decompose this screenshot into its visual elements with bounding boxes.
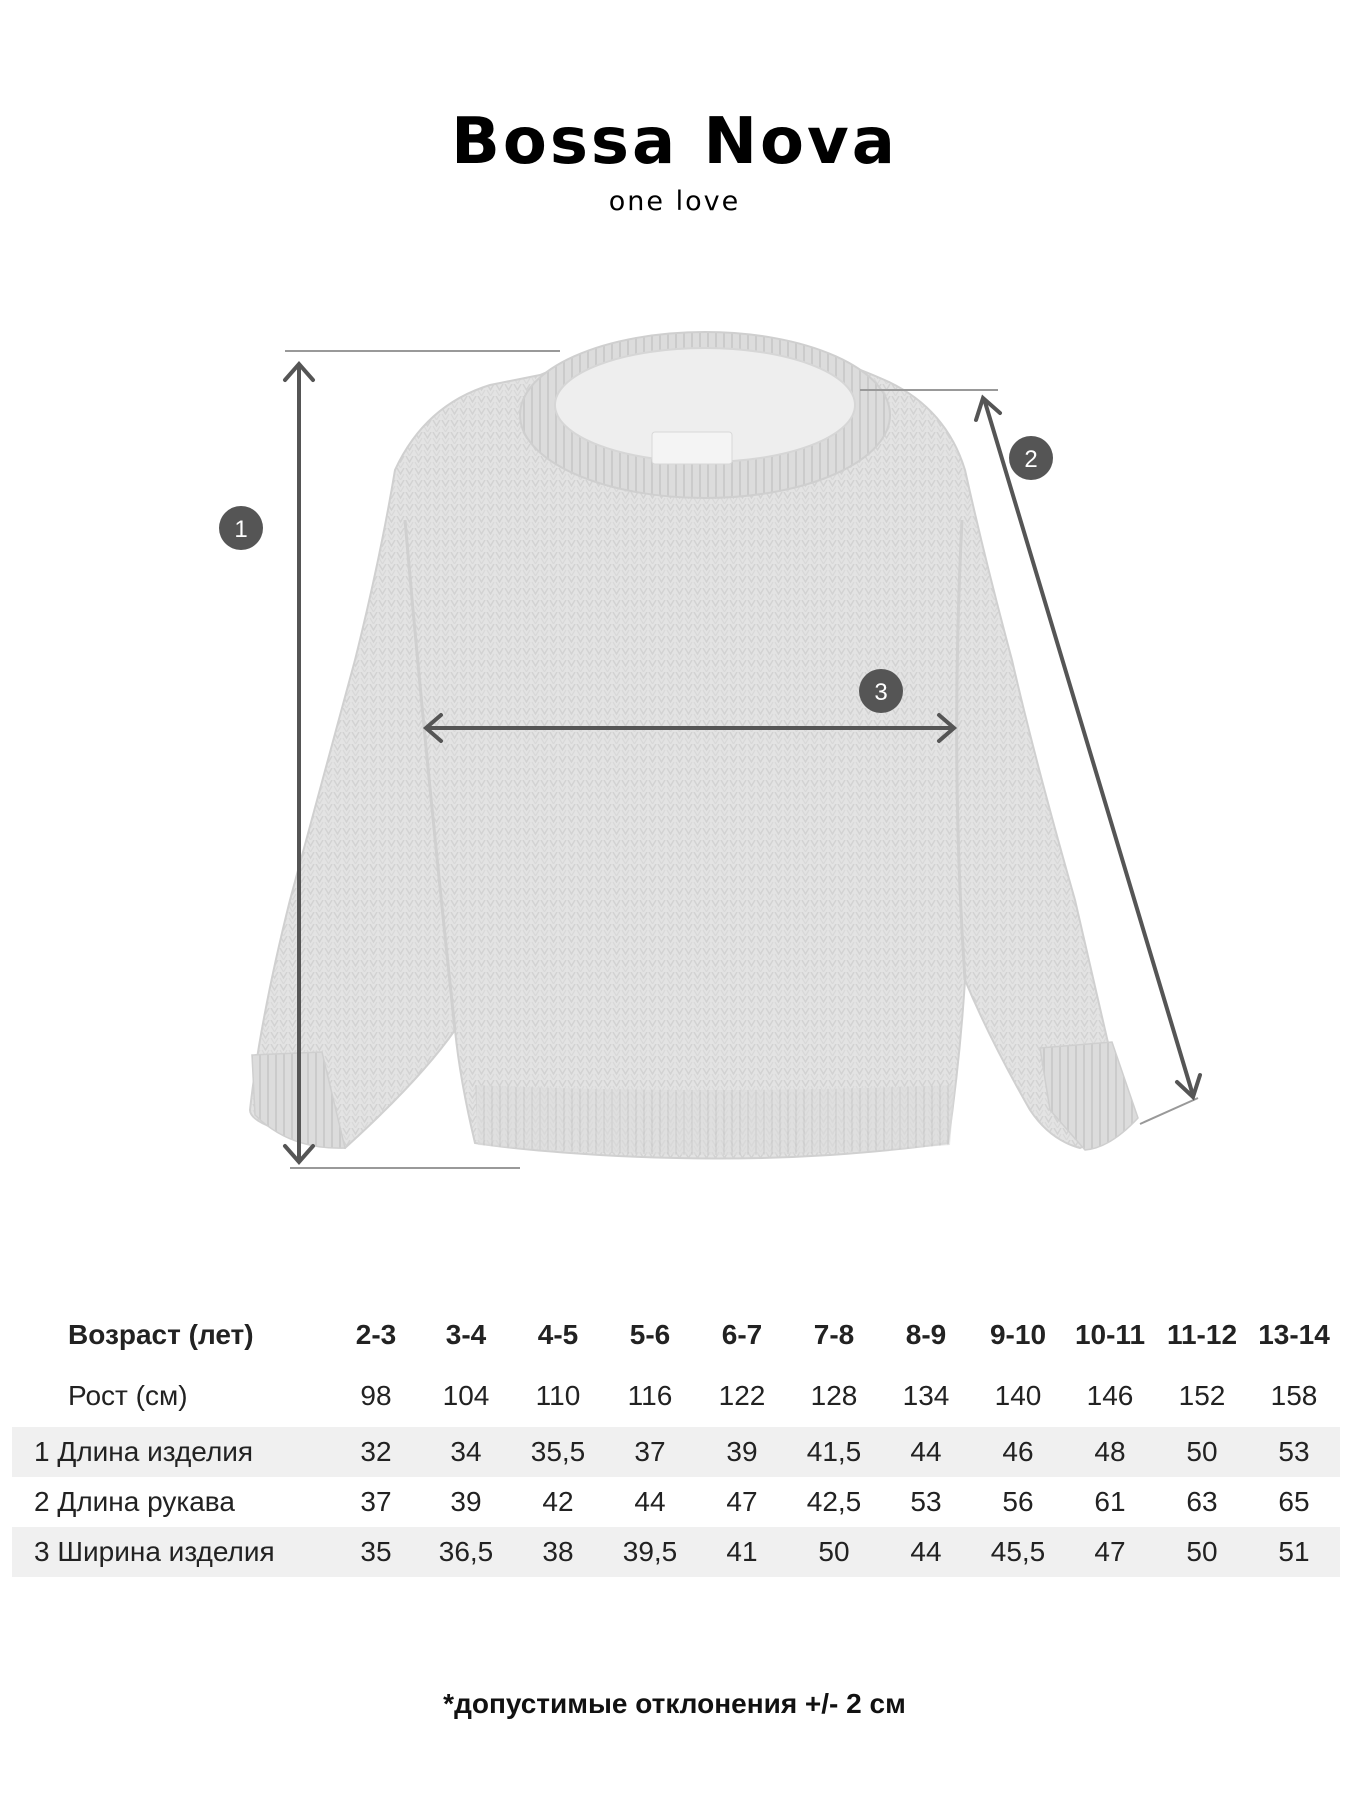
height-cell: 146 [1086, 1380, 1134, 1411]
age-cell: 6-7 [721, 1319, 763, 1350]
sleeve-cell: 53 [910, 1486, 942, 1517]
width-cell: 36,5 [420, 1527, 512, 1577]
age-cell: 10-11 [1074, 1319, 1146, 1350]
width-cell: 50 [1156, 1527, 1248, 1577]
age-cell: 4-5 [537, 1319, 579, 1350]
sleeve-cell: 63 [1186, 1486, 1218, 1517]
width-cell: 45,5 [972, 1527, 1064, 1577]
width-cell: 39,5 [604, 1527, 696, 1577]
marker-1 [219, 506, 263, 550]
marker-2 [1009, 436, 1053, 480]
brand-name: Bossa Nova [451, 105, 898, 179]
sleeve-cell: 61 [1094, 1486, 1126, 1517]
cuff-guide-line [1140, 1098, 1198, 1124]
length-cell: 44 [880, 1427, 972, 1477]
length-cell: 32 [332, 1427, 420, 1477]
age-cell: 2-3 [355, 1319, 397, 1350]
age-cell: 11-12 [1166, 1319, 1238, 1350]
width-cell: 50 [788, 1527, 880, 1577]
age-header-label: Возраст (лет) [68, 1319, 254, 1350]
sleeve-cell: 42,5 [806, 1486, 862, 1517]
height-cell: 110 [535, 1380, 581, 1411]
length-cell: 48 [1064, 1427, 1156, 1477]
width-cell: 44 [880, 1527, 972, 1577]
length-cell: 53 [1248, 1427, 1340, 1477]
age-header-row [12, 1305, 1340, 1365]
height-cell: 98 [360, 1380, 392, 1411]
height-cell: 140 [994, 1380, 1042, 1411]
marker-3 [859, 669, 903, 713]
sleeve-cell: 56 [1002, 1486, 1034, 1517]
height-cell: 116 [627, 1380, 673, 1411]
svg-text:2: 2 [1024, 446, 1038, 473]
sleeve-cell: 39 [450, 1486, 482, 1517]
age-cell: 9-10 [989, 1319, 1047, 1350]
sleeve-cell: 42 [542, 1486, 574, 1517]
height-cell: 104 [442, 1380, 490, 1411]
svg-text:3: 3 [874, 679, 888, 706]
height-cell: 128 [810, 1380, 858, 1411]
sleeve-row [12, 1477, 1340, 1527]
width-cell: 38 [512, 1527, 604, 1577]
length-cell: 39 [696, 1427, 788, 1477]
sleeve-cell: 44 [634, 1486, 666, 1517]
width-label: 3 Ширина изделия [12, 1527, 332, 1577]
height-label: Рост (см) [68, 1380, 188, 1411]
sleeve-cell: 37 [360, 1486, 392, 1517]
hem-rib [475, 1085, 955, 1155]
width-cell: 41 [696, 1527, 788, 1577]
length-cell: 50 [1156, 1427, 1248, 1477]
sweater-image [250, 332, 1138, 1159]
height-cell: 134 [902, 1380, 950, 1411]
length-cell: 34 [420, 1427, 512, 1477]
width-cell: 35 [332, 1527, 420, 1577]
age-cell: 3-4 [445, 1319, 487, 1350]
height-row [12, 1365, 1340, 1427]
height-cell: 158 [1270, 1380, 1318, 1411]
age-cell: 7-8 [813, 1319, 855, 1350]
height-cell: 122 [718, 1380, 766, 1411]
width-cell: 51 [1248, 1527, 1340, 1577]
width-row [12, 1527, 1340, 1577]
age-cell: 8-9 [905, 1319, 947, 1350]
height-cell: 152 [1178, 1380, 1226, 1411]
sleeve-label: 2 Длина рукава [34, 1486, 235, 1517]
length-cell: 37 [604, 1427, 696, 1477]
tolerance-note: *допустимые отклонения +/- 2 см [443, 1688, 906, 1719]
length-row [12, 1427, 1340, 1477]
length-label: 1 Длина изделия [12, 1427, 332, 1477]
age-cell: 13-14 [1258, 1319, 1330, 1350]
svg-text:1: 1 [234, 516, 248, 543]
length-cell: 46 [972, 1427, 1064, 1477]
sleeve-cell: 47 [726, 1486, 758, 1517]
length-cell: 35,5 [512, 1427, 604, 1477]
size-table [12, 1305, 1340, 1577]
sleeve-cell: 65 [1278, 1486, 1310, 1517]
width-cell: 47 [1064, 1527, 1156, 1577]
length-cell: 41,5 [788, 1427, 880, 1477]
neck-label [652, 432, 732, 464]
brand-tagline: one love [608, 186, 741, 217]
age-cell: 5-6 [629, 1319, 671, 1350]
